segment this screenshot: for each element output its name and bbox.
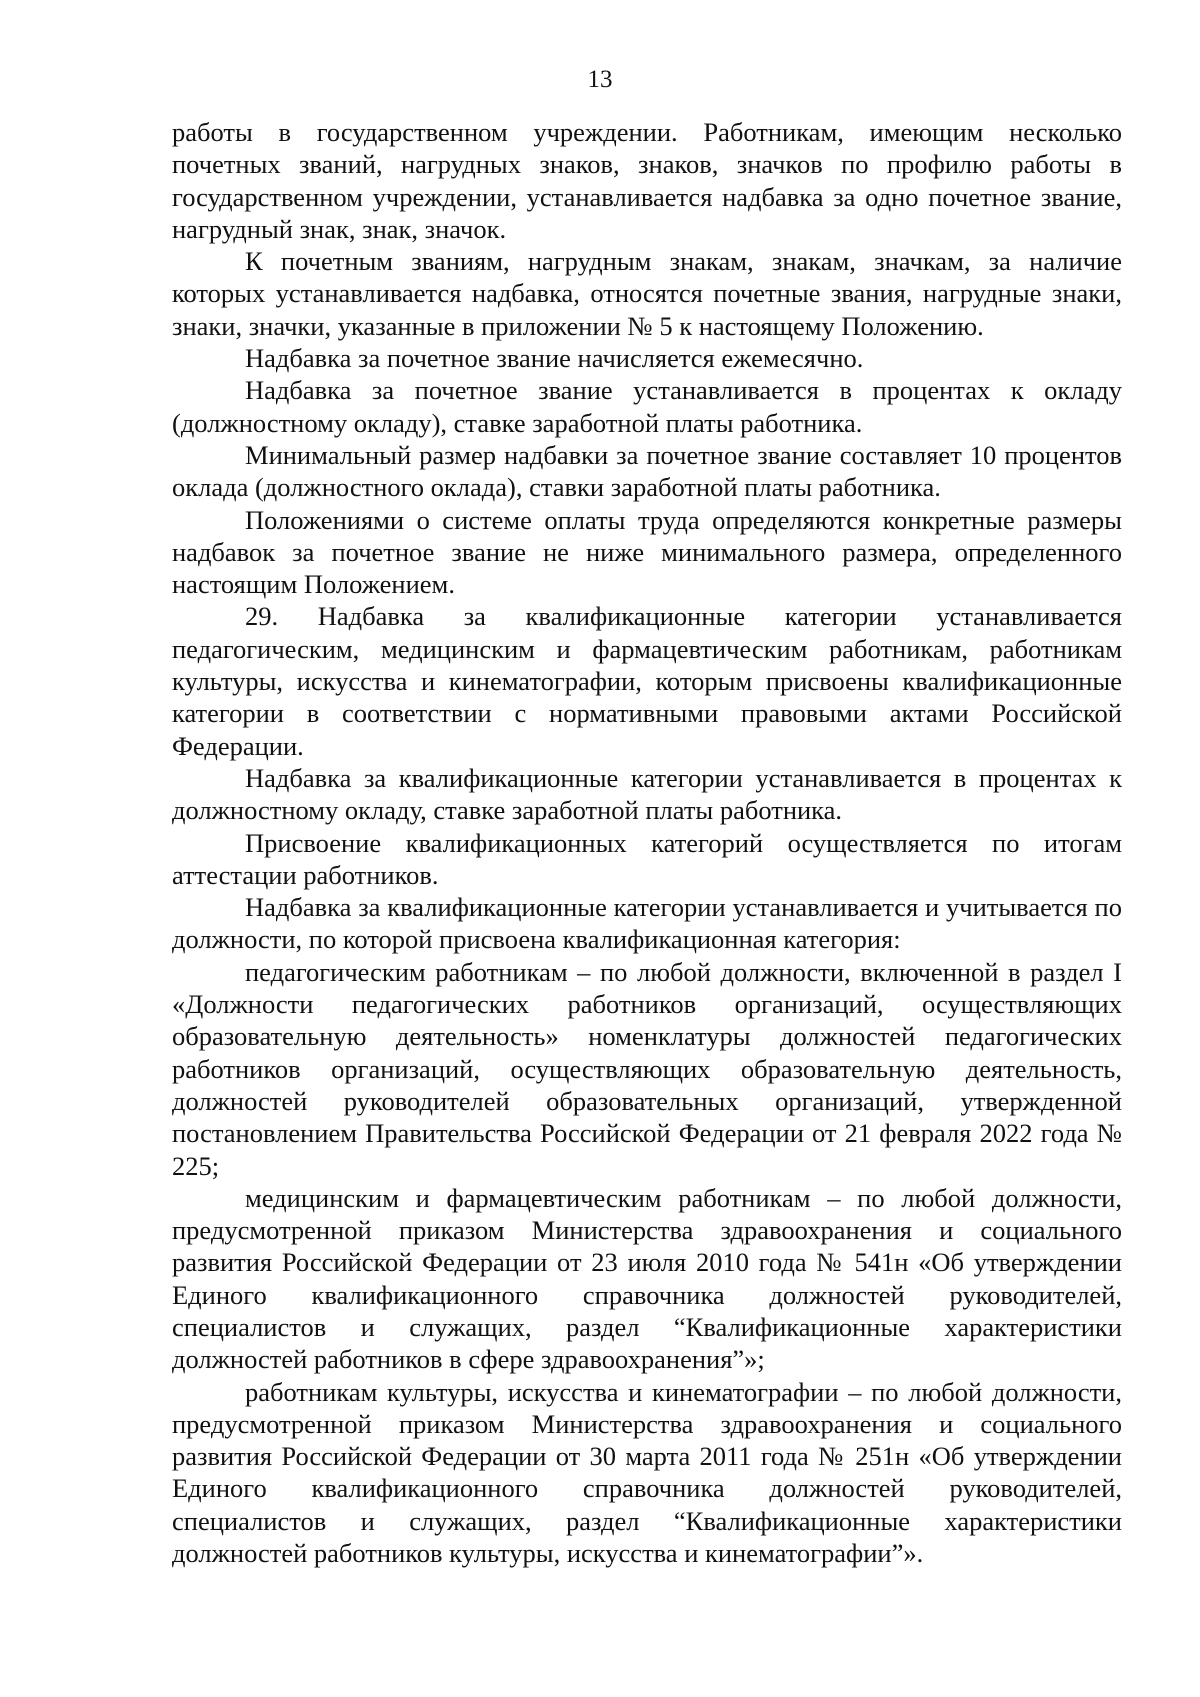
paragraph: работы в государственном учреждении. Работникам, имеющим несколько почетных званий, нагрудных знаков, знаков, значков по профилю работы в государственном учреждении, устанавливается надбавка за одно почетное звание, нагрудный знак, знак, значок.: [172, 117, 1122, 244]
document-body: [172, 116, 1122, 1569]
paragraph: Надбавка за почетное звание устанавливается в процентах к окладу (должностному окладу), ставке заработной платы работника.: [172, 375, 1122, 438]
paragraph: Надбавка за квалификационные категории устанавливается и учитывается по должности, по которой присвоена квалификационная категория:: [172, 892, 1122, 955]
paragraph: Надбавка за почетное звание начисляется ежемесячно.: [245, 343, 864, 374]
paragraph: Минимальный размер надбавки за почетное звание составляет 10 процентов оклада (должностного оклада), ставки заработной платы работника.: [172, 439, 1122, 503]
paragraph: 29. Надбавка за квалификационные категории устанавливается педагогическим, медицинским и фармацевтическим работникам, работникам культуры, искусства и кинематографии, которым присвоены квалификационные категории в соответствии с нормативными правовыми актами Российской Федерации.: [172, 601, 1122, 761]
paragraph: Положениями о системе оплаты труда определяются конкретные размеры надбавок за почетное звание не ниже минимального размера, определенного настоящим Положением.: [172, 504, 1122, 600]
paragraph: Присвоение квалификационных категорий осуществляется по итогам аттестации работников.: [172, 827, 1122, 890]
paragraph: медицинским и фармацевтическим работникам – по любой должности, предусмотренной приказом Министерства здравоохранения и социального развития Российской Федерации от 23 июля 2010 года № 541н «Об утверждении Единого квалификационного справочника должностей руководителей, специалистов и служащих, раздел “Квалификационные характеристики должностей работников в сфере здравоохранения”»;: [172, 1182, 1122, 1375]
page-number: 13: [587, 66, 613, 93]
paragraph: Надбавка за квалификационные категории устанавливается в процентах к должностному окладу, ставке заработной платы работника.: [172, 762, 1122, 826]
paragraph: К почетным званиям, нагрудным знакам, знакам, значкам, за наличие которых устанавливается надбавка, относятся почетные звания, нагрудные знаки, знаки, значки, указанные в приложении № 5 к настоящему Положению.: [172, 246, 1122, 341]
paragraph: педагогическим работникам – по любой должности, включенной в раздел I «Должности педагогических работников организаций, осуществляющих образовательную деятельность» номенклатуры должностей педагогических работников организаций, осуществляющих образовательную деятельность, должностей руководителей образовательных организаций, утвержденной постановлением Правительства Российской Федерации от 21 февраля 2022 года № 225;: [172, 956, 1122, 1181]
paragraph: работникам культуры, искусства и кинематографии – по любой должности, предусмотренной приказом Министерства здравоохранения и социального развития Российской Федерации от 30 марта 2011 года № 251н «Об утверждении Единого квалификационного справочника должностей руководителей, специалистов и служащих, раздел “Квалификационные характеристики должностей работников культуры, искусства и кинематографии”».: [172, 1376, 1122, 1569]
